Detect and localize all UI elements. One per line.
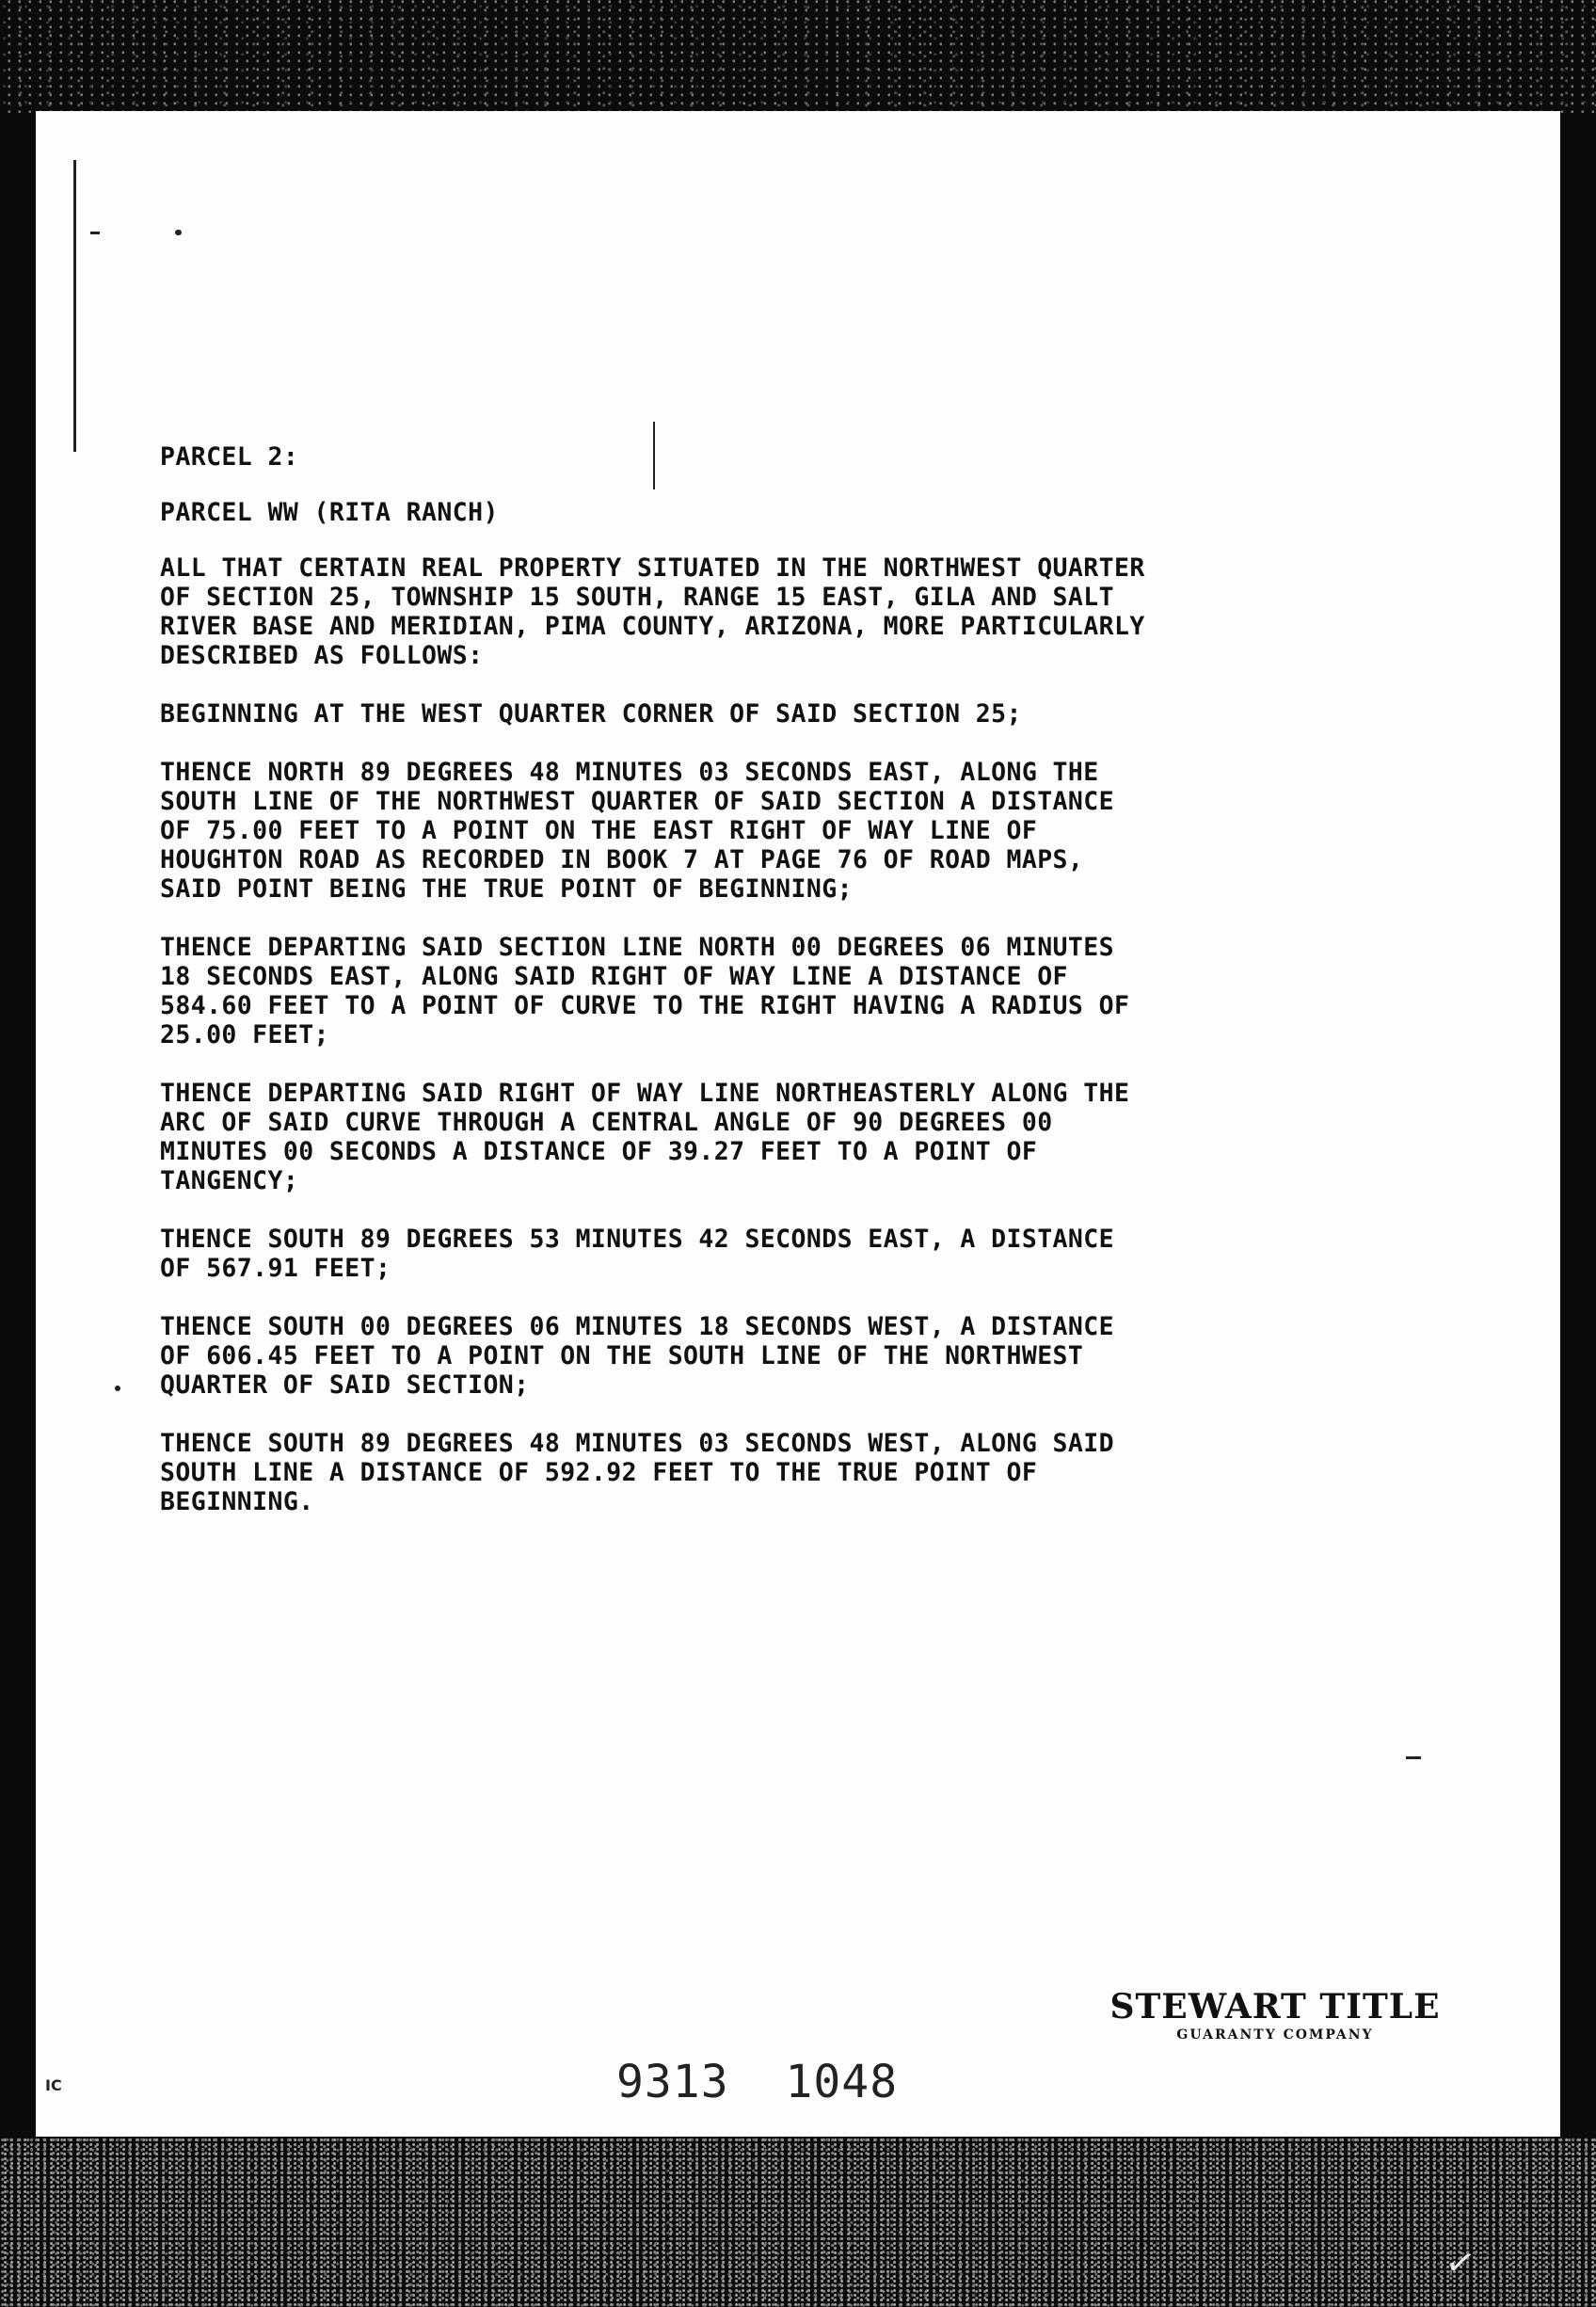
paragraph: THENCE DEPARTING SAID RIGHT OF WAY LINE NORTHEASTERLY ALONG THE ARC OF SAID CURVE THROUGH A CENTRAL ANGLE OF 90 DEGREES 00 MINUTES 00 SECONDS A DISTANCE OF 39.27 FEET TO A POINT OF TANGENCY; xyxy=(160,1079,1130,1195)
paragraph: THENCE NORTH 89 DEGREES 48 MINUTES 03 SECONDS EAST, ALONG THE SOUTH LINE OF THE NORTHWEST QUARTER OF SAID SECTION A DISTANCE OF 75.00 FEET TO A POINT ON THE EAST RIGHT OF WAY LINE OF HOUGHTON ROAD AS RECORDED IN BOOK 7 AT PAGE 76 OF ROAD MAPS, SAID POINT BEING THE TRUE POINT OF BEGINNING; xyxy=(160,758,1114,904)
paragraph: THENCE SOUTH 89 DEGREES 53 MINUTES 42 SECONDS EAST, A DISTANCE OF 567.91 FEET; xyxy=(160,1225,1114,1283)
paragraph: THENCE SOUTH 00 DEGREES 06 MINUTES 18 SECONDS WEST, A DISTANCE OF 606.45 FEET TO A POINT ON THE SOUTH LINE OF THE NORTHWEST QUARTER OF SAID SECTION; xyxy=(160,1312,1114,1400)
logo-subtitle: GUARANTY COMPANY xyxy=(1176,2027,1374,2043)
parcel-name-heading: PARCEL WW (RITA RANCH) xyxy=(160,498,499,527)
scan-border-bottom xyxy=(0,2137,1596,2307)
company-logo xyxy=(1054,1988,1496,2044)
scan-streak xyxy=(90,232,100,234)
scan-streak xyxy=(115,1386,120,1391)
margin-mark: IC xyxy=(45,2076,62,2094)
paragraph: THENCE DEPARTING SAID SECTION LINE NORTH 00 DEGREES 06 MINUTES 18 SECONDS EAST, ALONG SAID RIGHT OF WAY LINE A DISTANCE OF 584.60 FEET TO A POINT OF CURVE TO THE RIGHT HAVING A RADIUS OF 25.00 FEET; xyxy=(160,933,1130,1049)
document-number: 9313 1048 xyxy=(616,2056,899,2108)
logo-name: STEWART TITLE xyxy=(1109,1987,1441,2027)
scan-streak xyxy=(73,160,76,452)
scan-border-top xyxy=(0,0,1596,113)
paragraph: THENCE SOUTH 89 DEGREES 48 MINUTES 03 SECONDS WEST, ALONG SAID SOUTH LINE A DISTANCE OF 592.92 FEET TO THE TRUE POINT OF BEGINNING. xyxy=(160,1429,1114,1516)
legal-description xyxy=(160,442,1412,1546)
scan-streak xyxy=(175,230,182,235)
check-mark-icon: ✓ xyxy=(1442,2239,1479,2286)
parcel-number-heading: PARCEL 2: xyxy=(160,442,299,472)
scan-streak xyxy=(1406,1756,1421,1759)
paragraph: ALL THAT CERTAIN REAL PROPERTY SITUATED IN THE NORTHWEST QUARTER OF SECTION 25, TOWNSHIP 15 SOUTH, RANGE 15 EAST, GILA AND SALT RIVER BASE AND MERIDIAN, PIMA COUNTY, ARIZONA, MORE PARTICULARLY DESCRIBED AS FOLLOWS: xyxy=(160,553,1145,670)
paragraph: BEGINNING AT THE WEST QUARTER CORNER OF SAID SECTION 25; xyxy=(160,699,1022,729)
